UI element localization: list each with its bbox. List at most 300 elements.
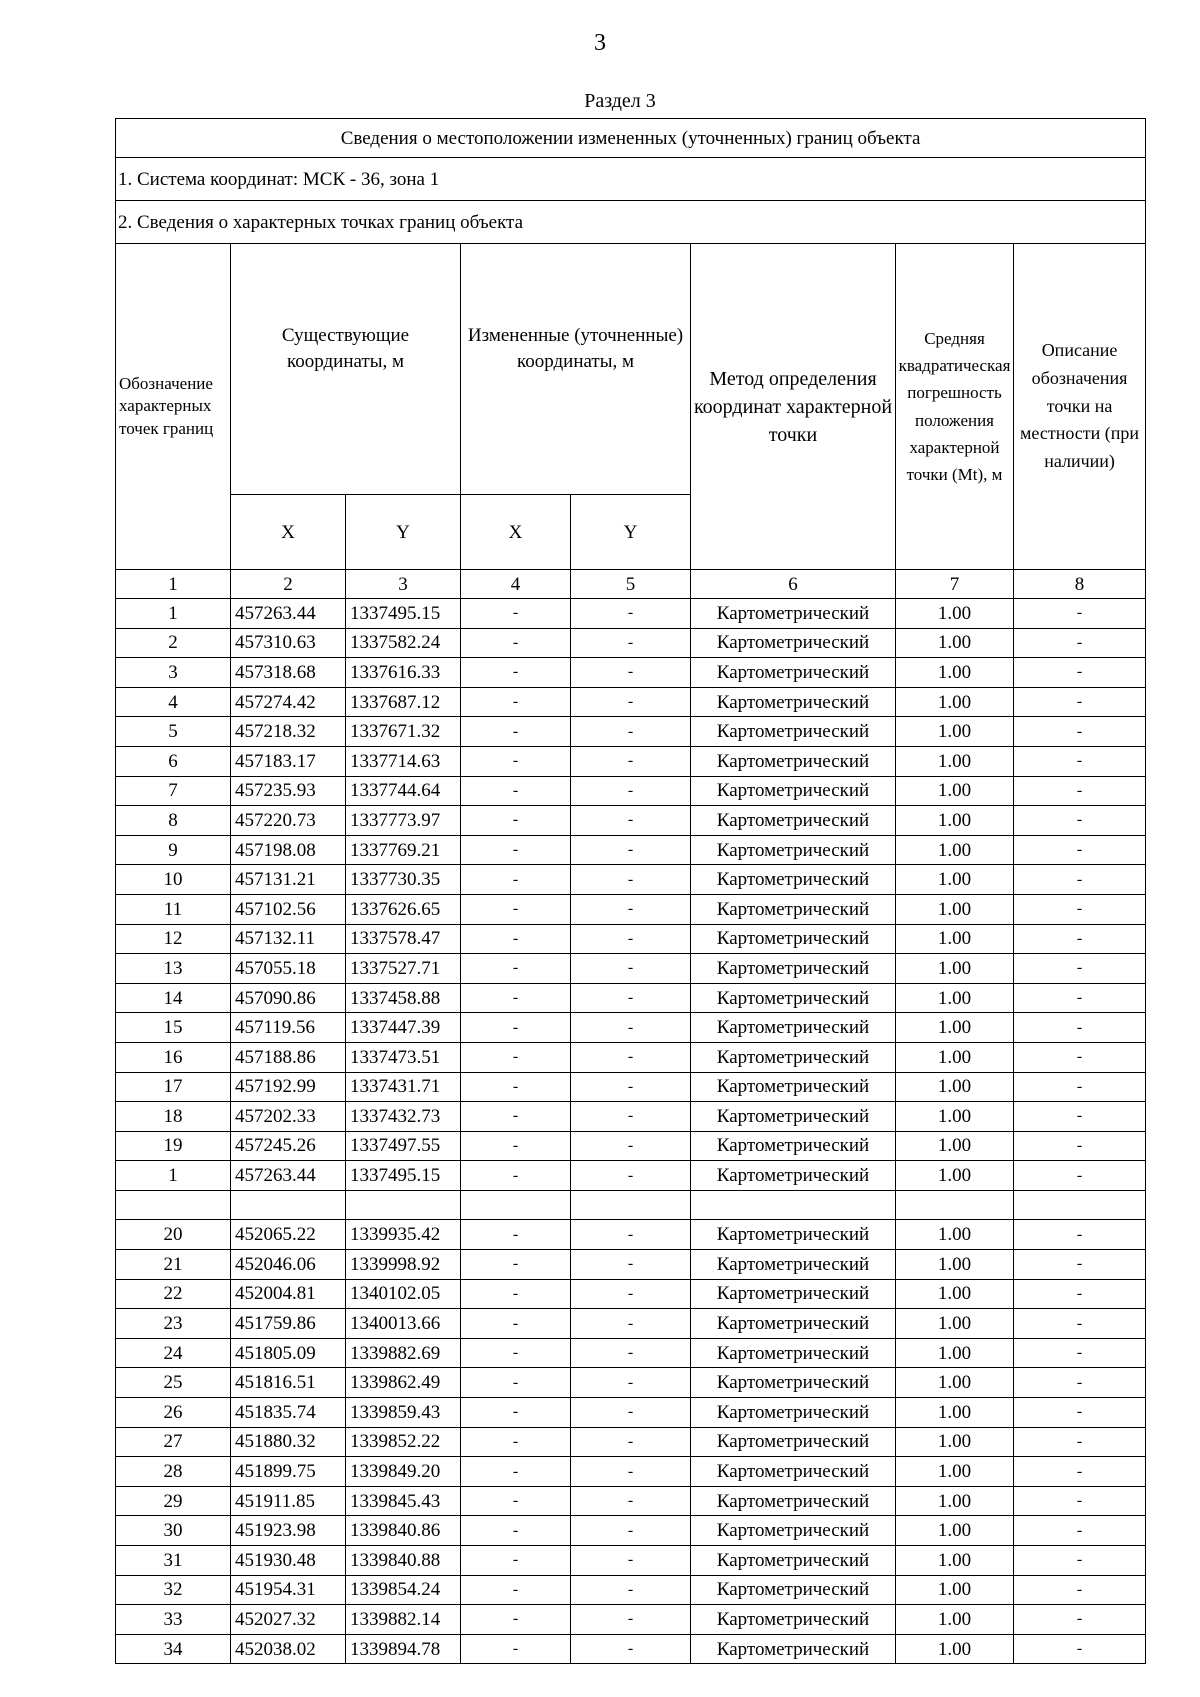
cell-existing-x: 451954.31 [231, 1575, 346, 1605]
cell-existing-x: 451911.85 [231, 1486, 346, 1516]
cell-mean-error: 1.00 [896, 1457, 1014, 1487]
cell-existing-x: 451880.32 [231, 1427, 346, 1457]
header-row-main [116, 244, 1146, 495]
cell-changed-y: - [571, 983, 691, 1013]
table-row [116, 628, 1146, 658]
cell-method: Картометрический [691, 1605, 896, 1635]
cell-changed-y: - [571, 776, 691, 806]
cell-method: Картометрический [691, 894, 896, 924]
cell-method: Картометрический [691, 1338, 896, 1368]
cell-existing-x: 452027.32 [231, 1605, 346, 1635]
empty-cell [116, 1190, 231, 1220]
cell-existing-x: 452004.81 [231, 1279, 346, 1309]
cell-mean-error: 1.00 [896, 1516, 1014, 1546]
cell-changed-y: - [571, 806, 691, 836]
table-row [116, 717, 1146, 747]
cell-changed-x: - [461, 1338, 571, 1368]
cell-changed-x: - [461, 599, 571, 629]
cell-mean-error: 1.00 [896, 835, 1014, 865]
cell-mean-error: 1.00 [896, 1250, 1014, 1280]
cell-description: - [1014, 835, 1146, 865]
page-number: 3 [594, 30, 606, 56]
cell-description: - [1014, 628, 1146, 658]
cell-mean-error: 1.00 [896, 1013, 1014, 1043]
cell-changed-y: - [571, 835, 691, 865]
cell-point-number: 30 [116, 1516, 231, 1546]
cell-changed-x: - [461, 1457, 571, 1487]
cell-description: - [1014, 1368, 1146, 1398]
section-title: Раздел 3 [584, 90, 656, 112]
cell-point-number: 33 [116, 1605, 231, 1635]
table-row [116, 1457, 1146, 1487]
cell-description: - [1014, 1013, 1146, 1043]
empty-cell [691, 1190, 896, 1220]
cell-existing-x: 457263.44 [231, 1161, 346, 1191]
cell-description: - [1014, 865, 1146, 895]
cell-changed-y: - [571, 1309, 691, 1339]
cell-changed-y: - [571, 1368, 691, 1398]
cell-changed-x: - [461, 1516, 571, 1546]
cell-existing-y: 1337578.47 [346, 924, 461, 954]
empty-cell [1014, 1190, 1146, 1220]
cell-method: Картометрический [691, 628, 896, 658]
cell-changed-y: - [571, 746, 691, 776]
cell-existing-y: 1339854.24 [346, 1575, 461, 1605]
cell-mean-error: 1.00 [896, 1427, 1014, 1457]
cell-changed-y: - [571, 1102, 691, 1132]
cell-method: Картометрический [691, 776, 896, 806]
cell-changed-y: - [571, 1398, 691, 1428]
cell-existing-x: 451805.09 [231, 1338, 346, 1368]
cell-existing-x: 451899.75 [231, 1457, 346, 1487]
cell-description: - [1014, 1546, 1146, 1576]
cell-point-number: 3 [116, 658, 231, 688]
cell-method: Картометрический [691, 1516, 896, 1546]
header-changed-coords: Измененные (уточненные) координаты, м [461, 244, 691, 495]
cell-existing-x: 451835.74 [231, 1398, 346, 1428]
cell-changed-y: - [571, 1131, 691, 1161]
cell-point-number: 24 [116, 1338, 231, 1368]
cell-description: - [1014, 924, 1146, 954]
cell-changed-y: - [571, 1250, 691, 1280]
cell-changed-x: - [461, 628, 571, 658]
empty-cell [896, 1190, 1014, 1220]
cell-description: - [1014, 1575, 1146, 1605]
cell-mean-error: 1.00 [896, 894, 1014, 924]
cell-existing-y: 1337458.88 [346, 983, 461, 1013]
cell-changed-x: - [461, 1486, 571, 1516]
cell-existing-y: 1339998.92 [346, 1250, 461, 1280]
cell-method: Картометрический [691, 924, 896, 954]
cell-mean-error: 1.00 [896, 599, 1014, 629]
cell-mean-error: 1.00 [896, 924, 1014, 954]
cell-point-number: 25 [116, 1368, 231, 1398]
column-number: 6 [691, 570, 896, 599]
cell-existing-y: 1339894.78 [346, 1634, 461, 1664]
cell-mean-error: 1.00 [896, 1546, 1014, 1576]
cell-existing-y: 1337527.71 [346, 954, 461, 984]
cell-changed-x: - [461, 658, 571, 688]
cell-description: - [1014, 1279, 1146, 1309]
cell-changed-x: - [461, 1427, 571, 1457]
cell-changed-x: - [461, 746, 571, 776]
cell-existing-x: 457119.56 [231, 1013, 346, 1043]
cell-method: Картометрический [691, 658, 896, 688]
cell-mean-error: 1.00 [896, 1634, 1014, 1664]
cell-description: - [1014, 1338, 1146, 1368]
cell-changed-y: - [571, 658, 691, 688]
cell-changed-x: - [461, 806, 571, 836]
cell-changed-x: - [461, 894, 571, 924]
cell-existing-x: 457310.63 [231, 628, 346, 658]
cell-existing-y: 1339845.43 [346, 1486, 461, 1516]
cell-changed-x: - [461, 983, 571, 1013]
cell-point-number: 11 [116, 894, 231, 924]
cell-changed-x: - [461, 1546, 571, 1576]
cell-changed-y: - [571, 1634, 691, 1664]
cell-description: - [1014, 1161, 1146, 1191]
cell-method: Картометрический [691, 1309, 896, 1339]
header-mean-error: Средняя квадратическая погрешность положения характерной точки (Mt), м [896, 244, 1014, 570]
header-existing-coords: Существующие координаты, м [231, 244, 461, 495]
cell-changed-y: - [571, 1338, 691, 1368]
table-row [116, 1546, 1146, 1576]
table-row [116, 1102, 1146, 1132]
cell-existing-y: 1339849.20 [346, 1457, 461, 1487]
cell-existing-x: 457131.21 [231, 865, 346, 895]
cell-mean-error: 1.00 [896, 687, 1014, 717]
cell-description: - [1014, 1309, 1146, 1339]
cell-changed-y: - [571, 1575, 691, 1605]
cell-description: - [1014, 746, 1146, 776]
table-title-row [116, 119, 1146, 158]
cell-point-number: 12 [116, 924, 231, 954]
cell-description: - [1014, 1457, 1146, 1487]
empty-cell [346, 1190, 461, 1220]
cell-changed-y: - [571, 954, 691, 984]
cell-changed-x: - [461, 1102, 571, 1132]
cell-point-number: 10 [116, 865, 231, 895]
header-changed-x: X [461, 495, 571, 570]
table-row [116, 599, 1146, 629]
points-heading: 2. Сведения о характерных точках границ объекта [116, 201, 1146, 244]
cell-changed-y: - [571, 1605, 691, 1635]
cell-changed-x: - [461, 1220, 571, 1250]
cell-point-number: 5 [116, 717, 231, 747]
cell-mean-error: 1.00 [896, 658, 1014, 688]
cell-existing-x: 457192.99 [231, 1072, 346, 1102]
table-row [116, 1398, 1146, 1428]
cell-method: Картометрический [691, 865, 896, 895]
boundary-points-table [115, 118, 1146, 1664]
cell-changed-x: - [461, 835, 571, 865]
cell-description: - [1014, 1398, 1146, 1428]
cell-mean-error: 1.00 [896, 746, 1014, 776]
cell-changed-y: - [571, 1546, 691, 1576]
table-row [116, 1072, 1146, 1102]
cell-mean-error: 1.00 [896, 1605, 1014, 1635]
cell-mean-error: 1.00 [896, 628, 1014, 658]
cell-method: Картометрический [691, 1250, 896, 1280]
cell-existing-y: 1337671.32 [346, 717, 461, 747]
cell-existing-x: 457188.86 [231, 1042, 346, 1072]
cell-method: Картометрический [691, 1161, 896, 1191]
empty-cell [231, 1190, 346, 1220]
cell-changed-x: - [461, 1131, 571, 1161]
cell-changed-x: - [461, 1279, 571, 1309]
cell-changed-y: - [571, 894, 691, 924]
table-row [116, 894, 1146, 924]
table-row [116, 1486, 1146, 1516]
cell-existing-x: 457274.42 [231, 687, 346, 717]
cell-description: - [1014, 1605, 1146, 1635]
cell-description: - [1014, 1042, 1146, 1072]
cell-description: - [1014, 1131, 1146, 1161]
cell-point-number: 27 [116, 1427, 231, 1457]
table-row [116, 806, 1146, 836]
cell-existing-y: 1339852.22 [346, 1427, 461, 1457]
cell-changed-y: - [571, 599, 691, 629]
cell-mean-error: 1.00 [896, 954, 1014, 984]
column-number: 5 [571, 570, 691, 599]
cell-changed-x: - [461, 924, 571, 954]
cell-changed-y: - [571, 1013, 691, 1043]
cell-point-number: 32 [116, 1575, 231, 1605]
cell-point-number: 23 [116, 1309, 231, 1339]
cell-changed-x: - [461, 1575, 571, 1605]
header-existing-y: Y [346, 495, 461, 570]
cell-description: - [1014, 1072, 1146, 1102]
cell-method: Картометрический [691, 687, 896, 717]
cell-mean-error: 1.00 [896, 776, 1014, 806]
cell-method: Картометрический [691, 983, 896, 1013]
cell-existing-x: 451930.48 [231, 1546, 346, 1576]
cell-point-number: 21 [116, 1250, 231, 1280]
cell-existing-y: 1337431.71 [346, 1072, 461, 1102]
cell-existing-y: 1340102.05 [346, 1279, 461, 1309]
cell-mean-error: 1.00 [896, 1131, 1014, 1161]
cell-description: - [1014, 1102, 1146, 1132]
cell-mean-error: 1.00 [896, 1486, 1014, 1516]
cell-existing-y: 1337626.65 [346, 894, 461, 924]
cell-description: - [1014, 806, 1146, 836]
cell-changed-x: - [461, 1368, 571, 1398]
header-method: Метод определения координат характерной точки [691, 244, 896, 570]
header-changed-y: Y [571, 495, 691, 570]
cell-existing-x: 457318.68 [231, 658, 346, 688]
cell-changed-y: - [571, 628, 691, 658]
table-row [116, 1250, 1146, 1280]
table-row [116, 1042, 1146, 1072]
cell-mean-error: 1.00 [896, 1309, 1014, 1339]
cell-method: Картометрический [691, 1102, 896, 1132]
cell-mean-error: 1.00 [896, 717, 1014, 747]
table-row [116, 776, 1146, 806]
cell-existing-x: 457235.93 [231, 776, 346, 806]
cell-description: - [1014, 954, 1146, 984]
cell-existing-y: 1337687.12 [346, 687, 461, 717]
cell-existing-y: 1340013.66 [346, 1309, 461, 1339]
cell-existing-y: 1337714.63 [346, 746, 461, 776]
cell-existing-x: 457198.08 [231, 835, 346, 865]
cell-changed-y: - [571, 924, 691, 954]
cell-mean-error: 1.00 [896, 865, 1014, 895]
table-row [116, 1368, 1146, 1398]
cell-changed-y: - [571, 1486, 691, 1516]
column-number: 2 [231, 570, 346, 599]
cell-method: Картометрический [691, 1398, 896, 1428]
header-description: Описание обозначения точки на местности (при наличии) [1014, 244, 1146, 570]
cell-changed-x: - [461, 1398, 571, 1428]
cell-description: - [1014, 1516, 1146, 1546]
cell-existing-x: 452065.22 [231, 1220, 346, 1250]
column-number: 1 [116, 570, 231, 599]
table-row [116, 1220, 1146, 1250]
table-row [116, 687, 1146, 717]
cell-changed-x: - [461, 1042, 571, 1072]
cell-description: - [1014, 1486, 1146, 1516]
table-row [116, 1427, 1146, 1457]
header-designation: Обозначение характерных точек границ [116, 244, 231, 570]
table-row [116, 954, 1146, 984]
cell-changed-y: - [571, 1457, 691, 1487]
table-row [116, 1279, 1146, 1309]
cell-method: Картометрический [691, 717, 896, 747]
cell-existing-y: 1337432.73 [346, 1102, 461, 1132]
cell-existing-y: 1337497.55 [346, 1131, 461, 1161]
cell-changed-x: - [461, 865, 571, 895]
cell-point-number: 26 [116, 1398, 231, 1428]
cell-changed-y: - [571, 1516, 691, 1546]
cell-method: Картометрический [691, 1457, 896, 1487]
cell-method: Картометрический [691, 954, 896, 984]
separator-row [116, 1190, 1146, 1220]
cell-method: Картометрический [691, 746, 896, 776]
cell-mean-error: 1.00 [896, 806, 1014, 836]
empty-cell [461, 1190, 571, 1220]
table-row [116, 1338, 1146, 1368]
cell-changed-x: - [461, 1072, 571, 1102]
cell-changed-y: - [571, 717, 691, 747]
cell-mean-error: 1.00 [896, 1279, 1014, 1309]
cell-changed-x: - [461, 776, 571, 806]
table-row [116, 1516, 1146, 1546]
cell-existing-x: 457245.26 [231, 1131, 346, 1161]
cell-point-number: 1 [116, 1161, 231, 1191]
cell-existing-y: 1339840.88 [346, 1546, 461, 1576]
cell-existing-x: 457102.56 [231, 894, 346, 924]
table-row [116, 1013, 1146, 1043]
cell-existing-x: 452038.02 [231, 1634, 346, 1664]
cell-changed-y: - [571, 865, 691, 895]
cell-description: - [1014, 776, 1146, 806]
cell-mean-error: 1.00 [896, 983, 1014, 1013]
cell-existing-y: 1339840.86 [346, 1516, 461, 1546]
cell-changed-x: - [461, 1605, 571, 1635]
cell-existing-y: 1339859.43 [346, 1398, 461, 1428]
cell-changed-x: - [461, 1161, 571, 1191]
cell-changed-y: - [571, 1427, 691, 1457]
cell-point-number: 6 [116, 746, 231, 776]
cell-existing-y: 1339882.14 [346, 1605, 461, 1635]
cell-existing-y: 1337447.39 [346, 1013, 461, 1043]
cell-changed-x: - [461, 717, 571, 747]
cell-existing-y: 1337495.15 [346, 599, 461, 629]
table-row [116, 658, 1146, 688]
cell-mean-error: 1.00 [896, 1575, 1014, 1605]
column-number: 3 [346, 570, 461, 599]
cell-mean-error: 1.00 [896, 1398, 1014, 1428]
cell-existing-x: 451759.86 [231, 1309, 346, 1339]
cell-method: Картометрический [691, 1013, 896, 1043]
cell-mean-error: 1.00 [896, 1042, 1014, 1072]
coordinate-system: 1. Система координат: МСК - 36, зона 1 [116, 158, 1146, 201]
cell-method: Картометрический [691, 1427, 896, 1457]
cell-existing-y: 1339882.69 [346, 1338, 461, 1368]
cell-point-number: 2 [116, 628, 231, 658]
cell-changed-y: - [571, 687, 691, 717]
table-row [116, 983, 1146, 1013]
cell-method: Картометрический [691, 1072, 896, 1102]
table-row [116, 835, 1146, 865]
cell-mean-error: 1.00 [896, 1368, 1014, 1398]
points-heading-row [116, 201, 1146, 244]
cell-description: - [1014, 1250, 1146, 1280]
cell-point-number: 9 [116, 835, 231, 865]
cell-point-number: 14 [116, 983, 231, 1013]
coordinate-system-row [116, 158, 1146, 201]
cell-changed-y: - [571, 1072, 691, 1102]
cell-method: Картометрический [691, 806, 896, 836]
cell-existing-x: 457183.17 [231, 746, 346, 776]
cell-description: - [1014, 687, 1146, 717]
cell-existing-y: 1339935.42 [346, 1220, 461, 1250]
table-row [116, 865, 1146, 895]
cell-existing-y: 1337473.51 [346, 1042, 461, 1072]
table-row [116, 746, 1146, 776]
cell-existing-y: 1337730.35 [346, 865, 461, 895]
cell-existing-y: 1339862.49 [346, 1368, 461, 1398]
column-number: 8 [1014, 570, 1146, 599]
cell-method: Картометрический [691, 835, 896, 865]
table-row [116, 1161, 1146, 1191]
column-numbers-row [116, 570, 1146, 599]
cell-existing-x: 452046.06 [231, 1250, 346, 1280]
cell-description: - [1014, 1220, 1146, 1250]
cell-point-number: 31 [116, 1546, 231, 1576]
cell-description: - [1014, 1427, 1146, 1457]
cell-existing-y: 1337582.24 [346, 628, 461, 658]
cell-method: Картометрический [691, 1042, 896, 1072]
cell-existing-x: 457263.44 [231, 599, 346, 629]
cell-existing-x: 451923.98 [231, 1516, 346, 1546]
cell-point-number: 18 [116, 1102, 231, 1132]
empty-cell [571, 1190, 691, 1220]
cell-existing-y: 1337773.97 [346, 806, 461, 836]
header-existing-x: X [231, 495, 346, 570]
cell-changed-y: - [571, 1161, 691, 1191]
cell-existing-x: 457218.32 [231, 717, 346, 747]
cell-description: - [1014, 599, 1146, 629]
table-row [116, 1309, 1146, 1339]
cell-mean-error: 1.00 [896, 1072, 1014, 1102]
cell-method: Картометрический [691, 1220, 896, 1250]
cell-point-number: 19 [116, 1131, 231, 1161]
cell-point-number: 4 [116, 687, 231, 717]
cell-existing-x: 457132.11 [231, 924, 346, 954]
cell-method: Картометрический [691, 1131, 896, 1161]
cell-changed-x: - [461, 687, 571, 717]
